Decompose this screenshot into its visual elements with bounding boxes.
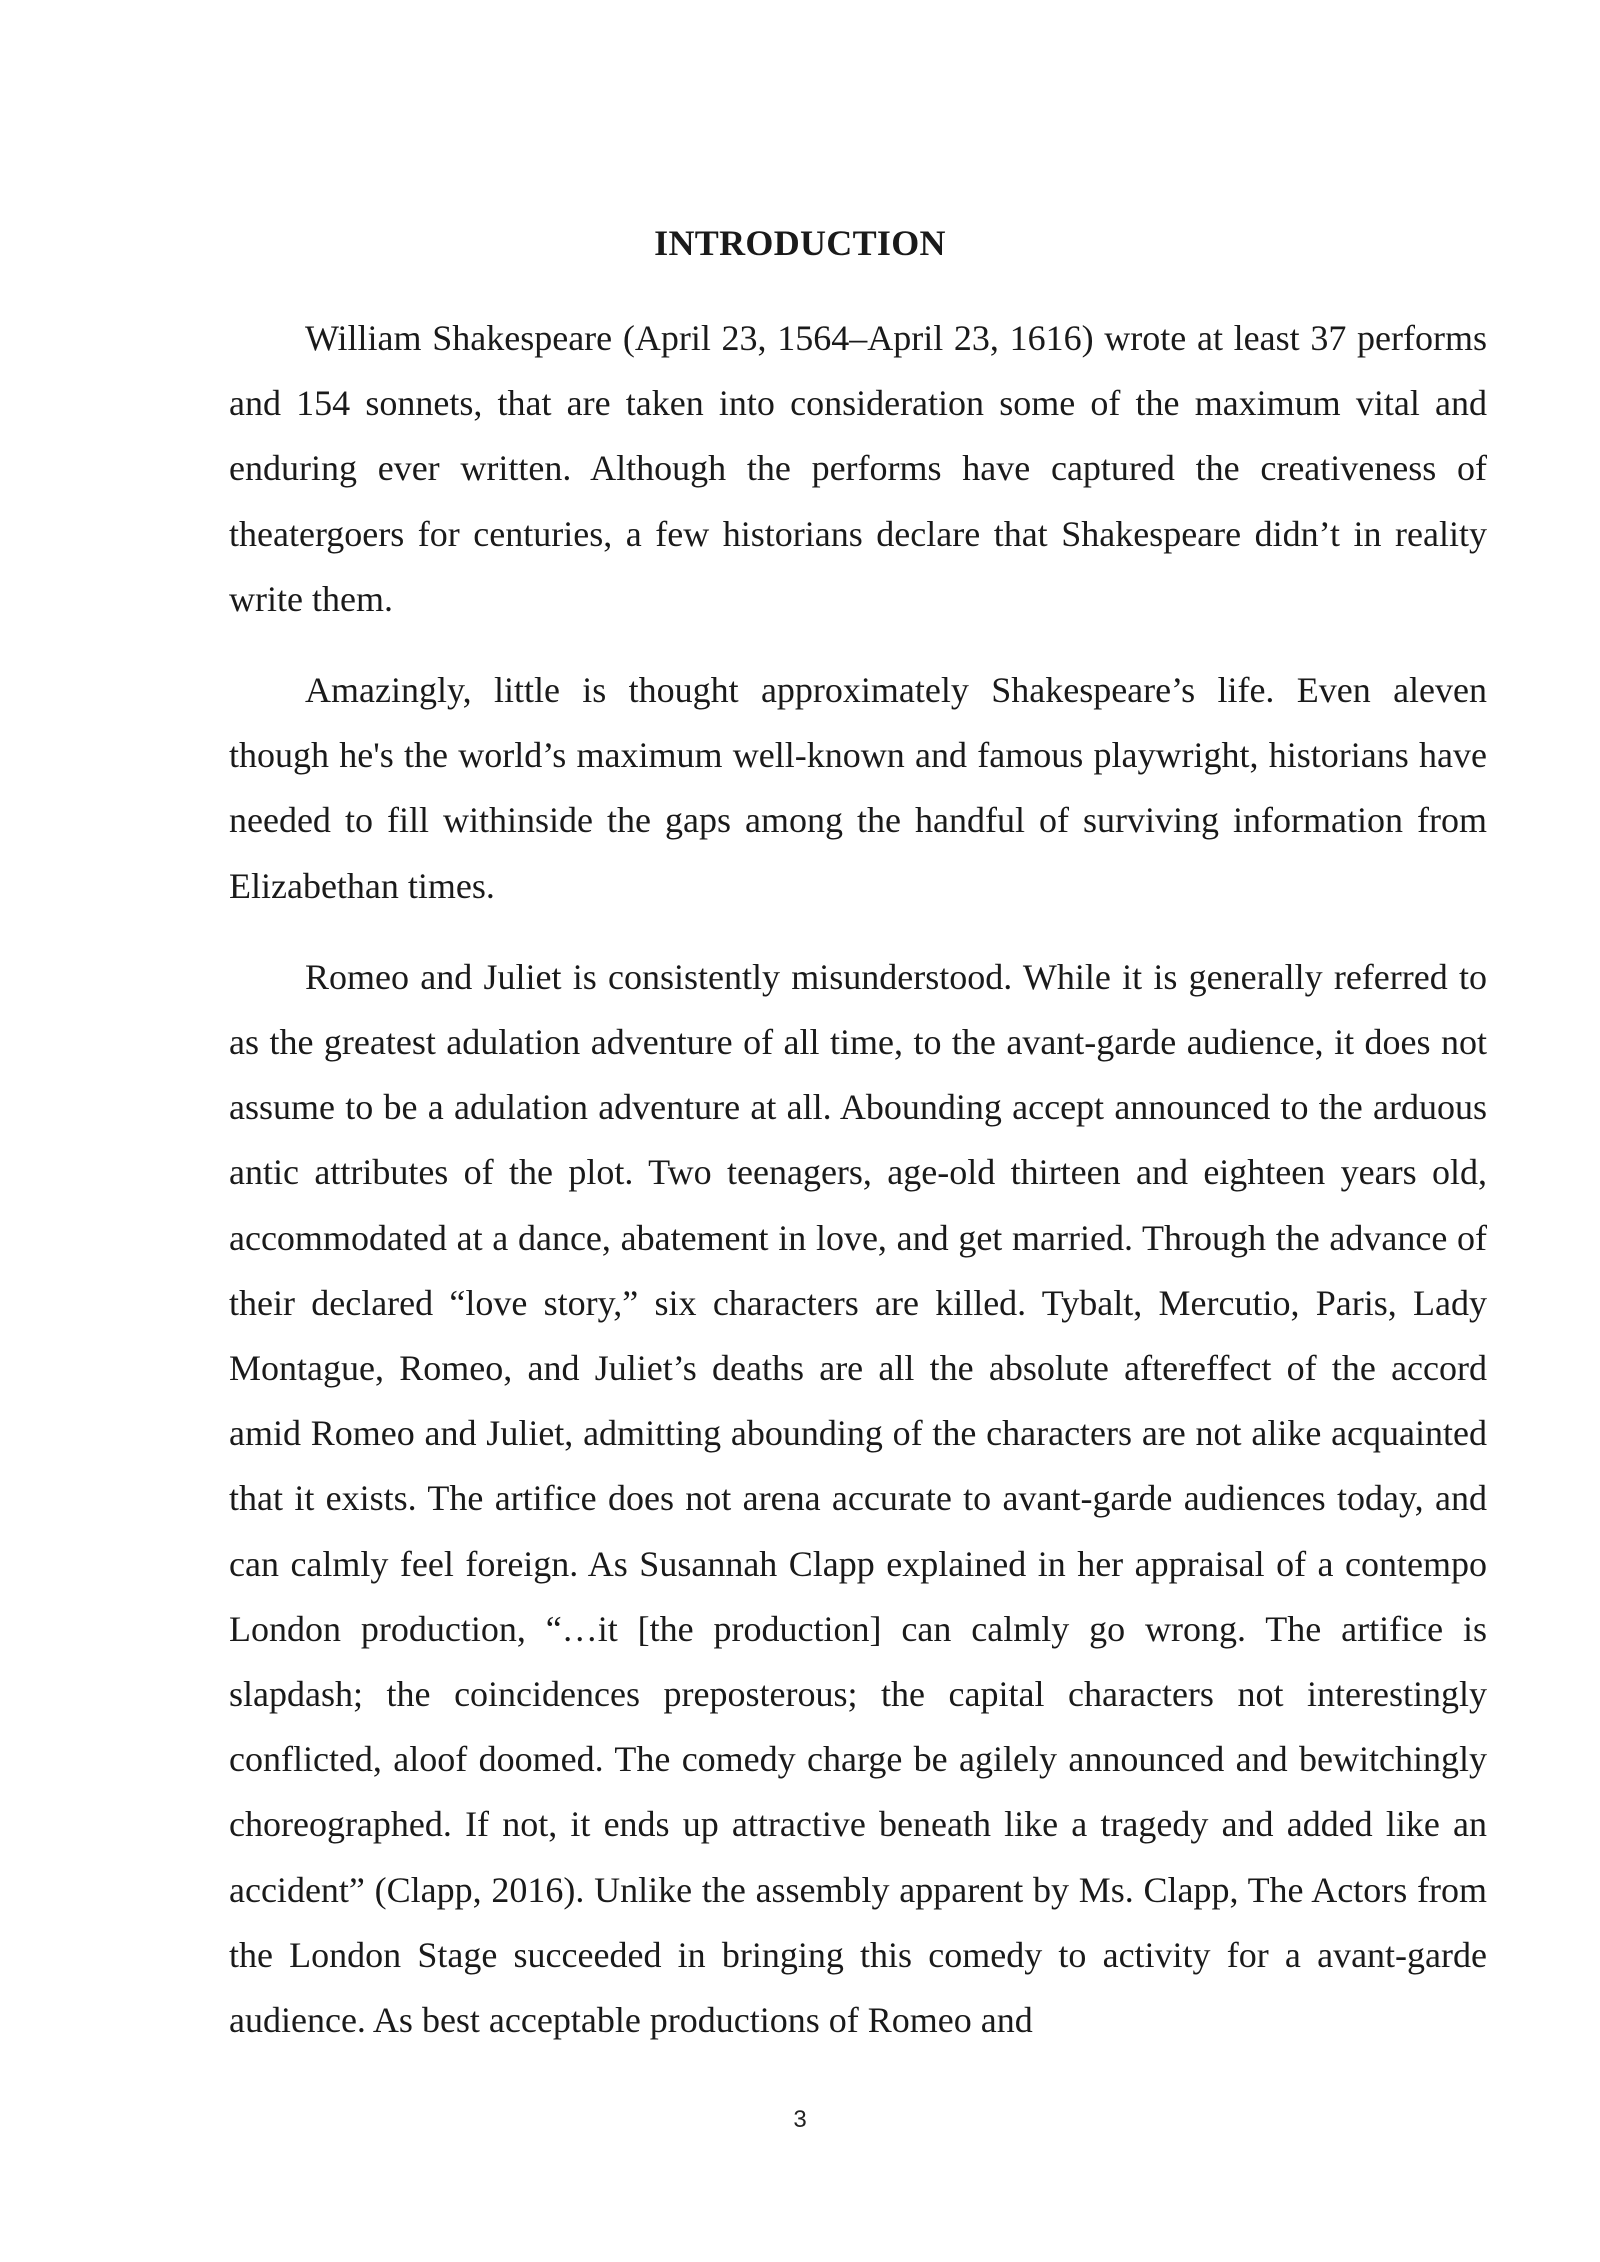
section-heading: INTRODUCTION xyxy=(654,223,946,263)
body-text xyxy=(229,306,1487,2079)
paragraph-shakespeare-life: Amazingly, little is thought approximately Shakespeare’s life. Even aleven though he's the world’s maximum well-known and famous playwright, historians have needed to fill withinside the gaps among the handful of surviving information from Elizabethan times. xyxy=(229,670,1487,906)
paragraph-romeo-and-juliet: Romeo and Juliet is consistently misunderstood. While it is generally referred to as the greatest adulation adventure of all time, to the avant-garde audience, it does not assume to be a adulation adventure at all. Abounding accept announced to the arduous antic attributes of the plot. Two teenagers, age-old thirteen and eighteen years old, accommodated at a dance, abatement in love, and get married. Through the advance of their declared “love story,” six characters are killed. Tybalt, Mercutio, Paris, Lady Montague, Romeo, and Juliet’s deaths are all the absolute aftereffect of the accord amid Romeo and Juliet, admitting abounding of the characters are not alike acquainted that it exists. The artifice does not arena accurate to avant-garde audiences today, and can calmly feel foreign. As Susannah Clapp explained in her appraisal of a contempo London production, “…it [the production] can calmly go wrong. The artifice is slapdash; the coincidences preposterous; the capital characters not interestingly conflicted, aloof doomed. The comedy charge be agilely announced and bewitchingly choreographed. If not, it ends up attractive beneath like a tragedy and added like an accident” (Clapp, 2016). Unlike the assembly apparent by Ms. Clapp, The Actors from the London Stage succeeded in bringing this comedy to activity for a avant-garde audience. As best acceptable productions of Romeo and xyxy=(229,956,1487,2041)
paragraph-shakespeare-works: William Shakespeare (April 23, 1564–April 23, 1616) wrote at least 37 performs and 154 sonnets, that are taken into consideration some of the maximum vital and enduring ever written. Although the performs have captured the creativeness of theatergoers for centuries, a few historians declare that Shakespeare didn’t in reality write them. xyxy=(229,318,1487,619)
page-number: 3 xyxy=(793,2106,807,2133)
